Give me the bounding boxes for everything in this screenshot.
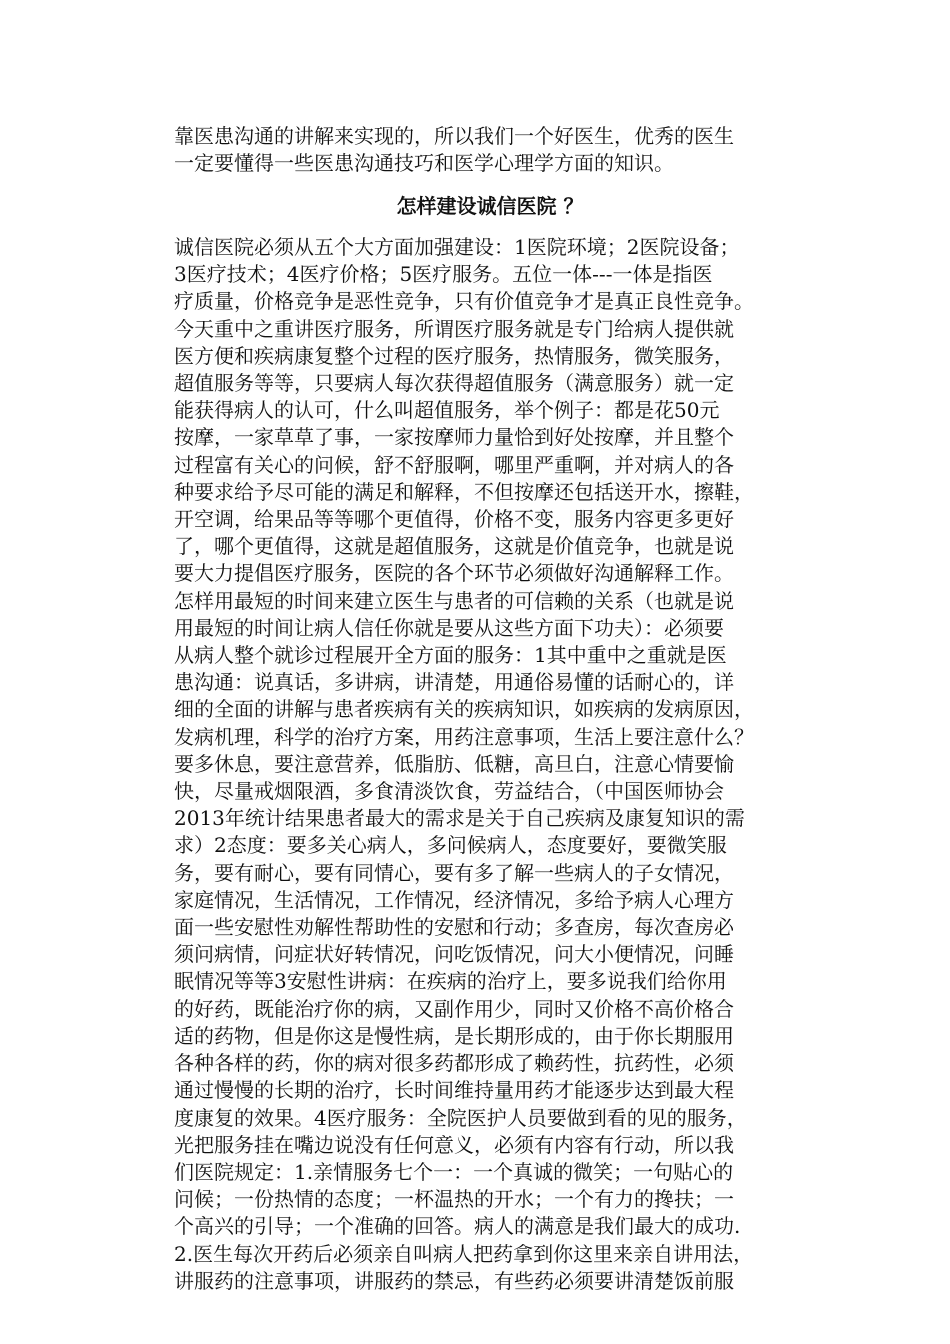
intro-paragraph: 靠医患沟通的讲解来实现的，所以我们一个好医生，优秀的医生 一定要懂得一些医患沟通技巧和医学心理学方面的知识。 (174, 124, 734, 175)
section-heading: 怎样建设诚信医院 ？ (396, 194, 584, 218)
document-content (174, 123, 806, 1295)
body-paragraph: 诚信医院必须从五个大方面加强建设：1医院环境；2医院设备； 3医疗技术；4医疗价格；5医疗服务。五位一体---一体是指医 疗质量，价格竞争是恶性竞争，只有价值竞争才是真正良性竞争。 今天重中之重讲医疗服务，所谓医疗服务就是专门给病人提供就 医方便和疾病康复整个过程的医疗服务，热情服务，微笑服务， 超值服务等等，只要病人每次获得超值服务（满意服务）就一定 能获得病人的认可，什么叫超值服务，举个例子：都是花50元 按摩，一家草草了事，一家按摩师力量恰到好处按摩，并且整个 过程富有关心的问候，舒不舒服啊，哪里严重啊，并对病人的各 种要求给予尽可能的满足和解释，不但按摩还包括送开水，擦鞋， 开空调，给果品等等哪个更值得，价格不变，服务内容更多更好 了，哪个更值得，这就是超值服务，这就是价值竞争，也就是说 要大力提倡医疗服务，医院的各个环节必须做好沟通解释工作。 怎样用最短的时间来建立医生与患者的可信赖的关系（也就是说 用最短的时间让病人信任你就是要从这些方面下功夫）：必须要 从病人整个就诊过程展开全方面的服务：1其中重中之重就是医 患沟通：说真话，多讲病，讲清楚，用通俗易懂的话耐心的，详 细的全面的讲解与患者疾病有关的疾病知识，如疾病的发病原因， 发病机理，科学的治疗方案，用药注意事项，生活上要注意什么？ 要多休息，要注意营养，低脂肪、低糖，高旦白，注意心情要愉 快，尽量戒烟限酒，多食清淡饮食，劳益结合，（中国医师协会 2013年统计结果患者最大的需求是关于自己疾病及康复知识的需 求）2态度：要多关心病人，多问候病人，态度要好，要微笑服 务，要有耐心，要有同情心，要有多了解一些病人的子女情况， 家庭情况，生活情况，工作情况，经济情况，多给予病人心理方 面一些安慰性劝解性帮助性的安慰和行动；多查房，每次查房必 须问病情，问症状好转情况，问吃饭情况，问大小便情况，问睡 眠情况等等3安慰性讲病：在疾病的治疗上，要多说我们给你用 的好药，既能治疗你的病，又副作用少，同时又价格不高价格合 适的药物，但是你这是慢性病，是长期形成的，由于你长期服用 各种各样的药，你的病对很多药都形成了赖药性，抗药性，必须 通过慢慢的长期的治疗，长时间维持量用药才能逐步达到最大程 度康复的效果。4医疗服务：全院医护人员要做到看的见的服务， 光把服务挂在嘴边说没有任何意义，必须有内容有行动，所以我 们医院规定：1.亲情服务七个一：一个真诚的微笑；一句贴心的 问候；一份热情的态度；一杯温热的开水；一个有力的搀扶；一 个高兴的引导；一个准确的回答。病人的满意是我们最大的成功. 2.医生每次开药后必须亲自叫病人把药拿到你这里来亲自讲用法， 讲服药的注意事项，讲服药的禁忌，有些药必须要讲清楚饭前服 (174, 235, 754, 1293)
